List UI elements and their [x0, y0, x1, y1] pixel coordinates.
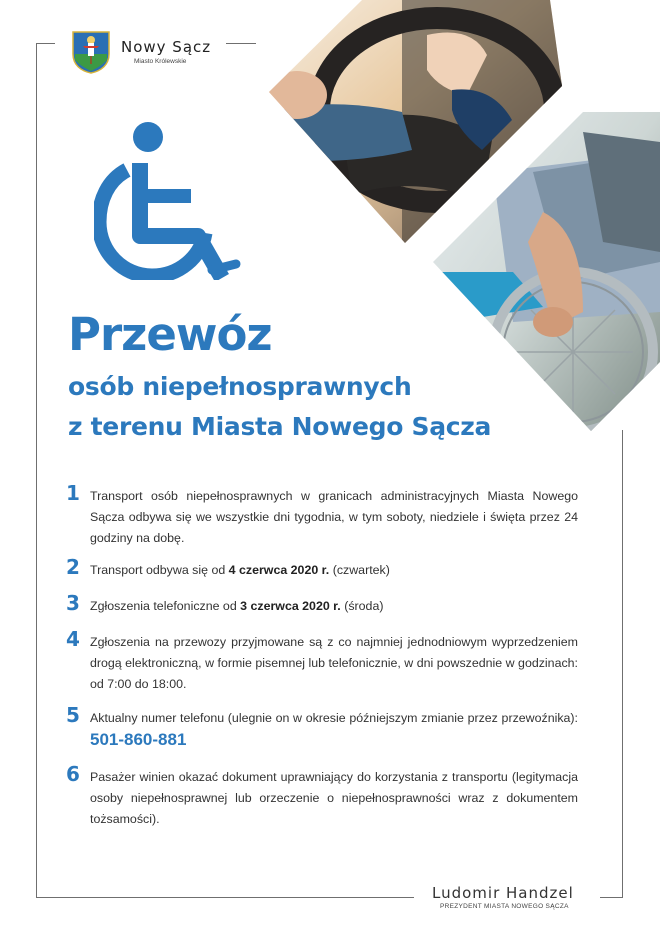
frame-bottom-right	[600, 897, 623, 898]
frame-left	[36, 43, 37, 898]
city-name: Nowy Sącz	[121, 38, 212, 56]
start-date: 4 czerwca 2020 r.	[228, 563, 330, 577]
page-subtitle-line-1: osób niepełnosprawnych	[68, 372, 412, 401]
coat-of-arms-icon	[71, 30, 111, 74]
item-number: 3	[66, 591, 80, 615]
item-number: 1	[66, 481, 80, 505]
item-text: Transport odbywa się od 4 czerwca 2020 r. (czwartek)	[90, 563, 390, 577]
item-number: 5	[66, 703, 80, 727]
list-item	[66, 591, 578, 617]
frame-right	[622, 430, 623, 898]
list-item	[66, 481, 578, 549]
frame-top-left	[36, 43, 55, 44]
list-item	[66, 555, 578, 581]
signature-name: Ludomir Handzel	[432, 884, 574, 902]
item-text: Zgłoszenia na przewozy przyjmowane są z co najmniej jednodniowym wyprzedzeniem drogą elektroniczną, w formie pisemnej lub telefonicznie, w dni powszednie w godzinach: od 7:00 do 18:00.	[90, 635, 578, 691]
list-item	[66, 703, 578, 752]
item-number: 4	[66, 627, 80, 651]
phone-number[interactable]: 501-860-881	[90, 730, 187, 749]
signature-title: PREZYDENT MIASTA NOWEGO SĄCZA	[440, 903, 569, 910]
item-number: 6	[66, 762, 80, 786]
item-text: Aktualny numer telefonu (ulegnie on w okresie późniejszym zmianie przez przewoźnika): 501-860-881	[90, 711, 578, 749]
page-subtitle-line-2: z terenu Miasta Nowego Sącza	[68, 412, 492, 441]
frame-top-mid	[226, 43, 256, 44]
item-text: Pasażer winien okazać dokument uprawniający do korzystania z transportu (legitymacja osoby niepełnosprawnej lub orzeczenie o niepełnosprawności wraz z dokumentem tożsamości).	[90, 770, 578, 826]
city-subtitle: Miasto Królewskie	[134, 58, 187, 65]
wheelchair-user-photo	[433, 112, 660, 432]
wheelchair-icon	[94, 118, 242, 280]
list-item	[66, 627, 578, 695]
frame-bottom	[36, 897, 414, 898]
list-item	[66, 762, 578, 830]
item-text: Transport osób niepełnosprawnych w granicach administracyjnych Miasta Nowego Sącza odbywa się we wszystkie dni tygodnia, w tym soboty, niedziele i święta przez 24 godziny na dobę.	[90, 489, 578, 545]
page-title: Przewóz	[68, 308, 272, 361]
phone-start-date: 3 czerwca 2020 r.	[240, 599, 341, 613]
item-text: Zgłoszenia telefoniczne od 3 czerwca 2020 r. (środa)	[90, 599, 384, 613]
item-number: 2	[66, 555, 80, 579]
